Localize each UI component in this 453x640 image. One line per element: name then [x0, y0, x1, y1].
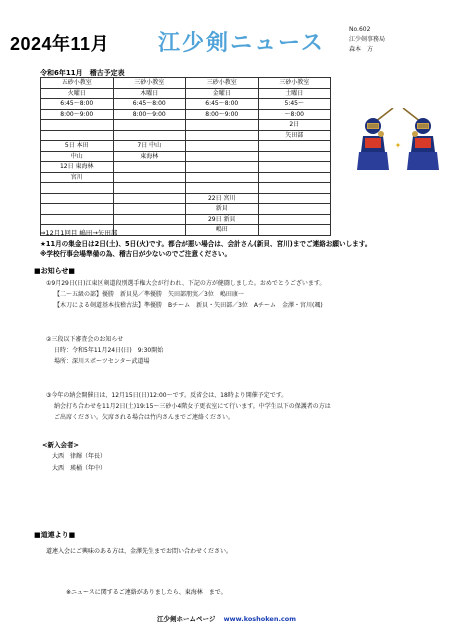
schedule-cell — [258, 204, 331, 215]
schedule-row — [41, 214, 331, 225]
schedule-cell: 12日 東海林 — [41, 162, 114, 173]
item2-line3: 場所：深川スポーツセンター武道場 — [54, 358, 150, 365]
schedule-day-row — [41, 88, 331, 99]
issue-number: No.602 — [349, 26, 371, 33]
schedule-cell — [41, 214, 114, 225]
item2-line2: 日時：令和5年11月24日(日) 9:30開始 — [54, 347, 164, 354]
schedule-cell: 29日 新貝 — [186, 214, 259, 225]
schedule-cell: 金曜日 — [186, 88, 259, 99]
date-title: 2024年11月 — [10, 34, 110, 54]
new-members-heading: <新入会者> — [42, 441, 79, 449]
schedule-cell — [258, 214, 331, 225]
item1-line2: 【二～五級の部】優勝 新貝晃／準優勝 矢田部朋実／3位 嶋田康一 — [54, 291, 244, 298]
svg-text:✦: ✦ — [394, 141, 402, 150]
schedule-cell — [41, 193, 114, 204]
schedule-cell — [258, 225, 331, 236]
schedule-cell — [113, 130, 186, 141]
schedule-cell — [258, 151, 331, 162]
footer — [0, 614, 453, 623]
footer-label: 江少剣ホームページ — [156, 615, 216, 623]
new-member: 大西 律輝（年長） — [52, 453, 107, 460]
schedule-cell: 木曜日 — [113, 88, 186, 99]
schedule-cell — [41, 204, 114, 215]
issue-info — [349, 25, 385, 55]
schedule-row — [41, 172, 331, 183]
schedule-cell: 五砂小教室 — [41, 78, 114, 89]
schedule-row — [41, 120, 331, 131]
schedule-cell: 三砂小教室 — [258, 78, 331, 89]
schedule-cell — [113, 162, 186, 173]
schedule-cell — [186, 172, 259, 183]
schedule-cell: 嶋田 — [186, 225, 259, 236]
schedule-cell — [113, 214, 186, 225]
schedule-table — [40, 77, 331, 236]
schedule-cell: 8:00～9:00 — [41, 109, 114, 120]
schedule-cell: 8:00～9:00 — [186, 109, 259, 120]
schedule-cell — [113, 120, 186, 131]
announcements-heading: ■お知らせ■ — [34, 267, 76, 275]
schedule-cell — [186, 120, 259, 131]
schedule-cell — [113, 193, 186, 204]
schedule-cell — [186, 162, 259, 173]
schedule-cell: ～8:00 — [258, 109, 331, 120]
schedule-row — [41, 141, 331, 152]
schedule-cell — [258, 183, 331, 194]
schedule-cell — [186, 183, 259, 194]
schedule-cell — [186, 130, 259, 141]
schedule-cell — [41, 130, 114, 141]
editor: 森本 方 — [349, 46, 374, 53]
schedule-cell: 6:45～8:00 — [186, 99, 259, 110]
schedule-cell: 火曜日 — [41, 88, 114, 99]
schedule-cell — [186, 151, 259, 162]
schedule-cell — [113, 225, 186, 236]
schedule-cell: 2日 — [258, 120, 331, 131]
newsletter-name: 江少剣ニュース — [158, 31, 325, 56]
schedule-venue-row — [41, 78, 331, 89]
schedule-cell: 22日 宮川 — [186, 193, 259, 204]
schedule-cell — [258, 193, 331, 204]
item3-line3: ご出席ください。欠席される場合は竹内さんまでご連絡ください。 — [54, 414, 235, 421]
homepage-link[interactable]: www.koshoken.com — [223, 615, 297, 623]
schedule-row — [41, 204, 331, 215]
schedule-row — [41, 162, 331, 173]
schedule-cell: 矢田部 — [258, 130, 331, 141]
schedule-cell — [258, 172, 331, 183]
schedule-cell: 三砂小教室 — [186, 78, 259, 89]
schedule-cell — [41, 183, 114, 194]
schedule-cell: 6:45～8:00 — [41, 99, 114, 110]
new-members-list — [52, 451, 106, 475]
schedule-cell — [258, 162, 331, 173]
item2-line1: ②三段以下審査会のお知らせ — [46, 336, 124, 343]
schedule-cell: 三砂小教室 — [113, 78, 186, 89]
schedule-cell: 5日 本田 — [41, 141, 114, 152]
schedule-cell: 6:45～8:00 — [113, 99, 186, 110]
schedule-row — [41, 130, 331, 141]
schedule-cell: 宮川 — [41, 172, 114, 183]
schedule-cell — [258, 141, 331, 152]
schedule-cell — [186, 141, 259, 152]
schedule-row — [41, 151, 331, 162]
note-next-duty: ⇒12月1回目 嶋田→矢田部 — [40, 229, 118, 237]
schedule-time-row — [41, 109, 331, 120]
note-collection-day: ★11月の集金日は2日(土)、5日(火)です。都合が悪い場合は、会計さん(新貝、宮川)までご連絡お願いします。 — [40, 240, 372, 248]
schedule-cell — [41, 120, 114, 131]
schedule-cell: 8:00～9:00 — [113, 109, 186, 120]
item3-line2: 納会打ち合わせを11月2日(土)19:15～三砂小4階女子更衣室にて行います。中学生以下の保護者の方は — [54, 403, 331, 410]
federation-text: 道連入会にご興味のある方は、金澤先生までお問い合わせください。 — [46, 548, 233, 555]
item1-line1: ①9月29日(日)江東区剣道段別選手権大会が行われ、下記の方が健闘しました。おめでとうございます。 — [46, 280, 326, 287]
schedule-time-row — [41, 99, 331, 110]
federation-heading: ■道連より■ — [34, 531, 76, 539]
announcement-item-1 — [46, 278, 325, 311]
schedule-cell: 中山 — [41, 151, 114, 162]
schedule-cell: 新貝 — [186, 204, 259, 215]
new-member: 大西 瑛桶（年中） — [52, 465, 107, 472]
announcement-item-3 — [46, 390, 331, 423]
schedule-cell: 土曜日 — [258, 88, 331, 99]
item1-line3: 【木刀による剣道基本技稽古法】準優勝 Bチーム 新貝・矢田部／3位 Aチーム 金澤・宮川(颯) — [54, 302, 323, 309]
schedule-cell: 東海林 — [113, 151, 186, 162]
schedule-row — [41, 193, 331, 204]
note-fewer-practice: ※学校行事会場準備の為、稽古日が少ないのでご注意ください。 — [40, 250, 232, 258]
schedule-cell: 7日 中山 — [113, 141, 186, 152]
schedule-cell: 5:45～ — [258, 99, 331, 110]
announcement-item-2 — [46, 334, 163, 367]
publisher: 江少剣事務局 — [349, 36, 386, 43]
news-contact-footnote: ※ニュースに関するご連絡がありましたら、東海林 まで。 — [66, 589, 227, 596]
kendo-fencers-illustration — [355, 108, 441, 174]
item3-line1: ③今年の納会開催日は、12月15日(日)12:00～です。反省会は、18時より開催予定です。 — [46, 392, 288, 399]
schedule-row — [41, 183, 331, 194]
schedule-cell — [113, 172, 186, 183]
schedule-title: 令和6年11月 稽古予定表 — [40, 69, 125, 77]
schedule-cell — [113, 183, 186, 194]
schedule-cell — [113, 204, 186, 215]
